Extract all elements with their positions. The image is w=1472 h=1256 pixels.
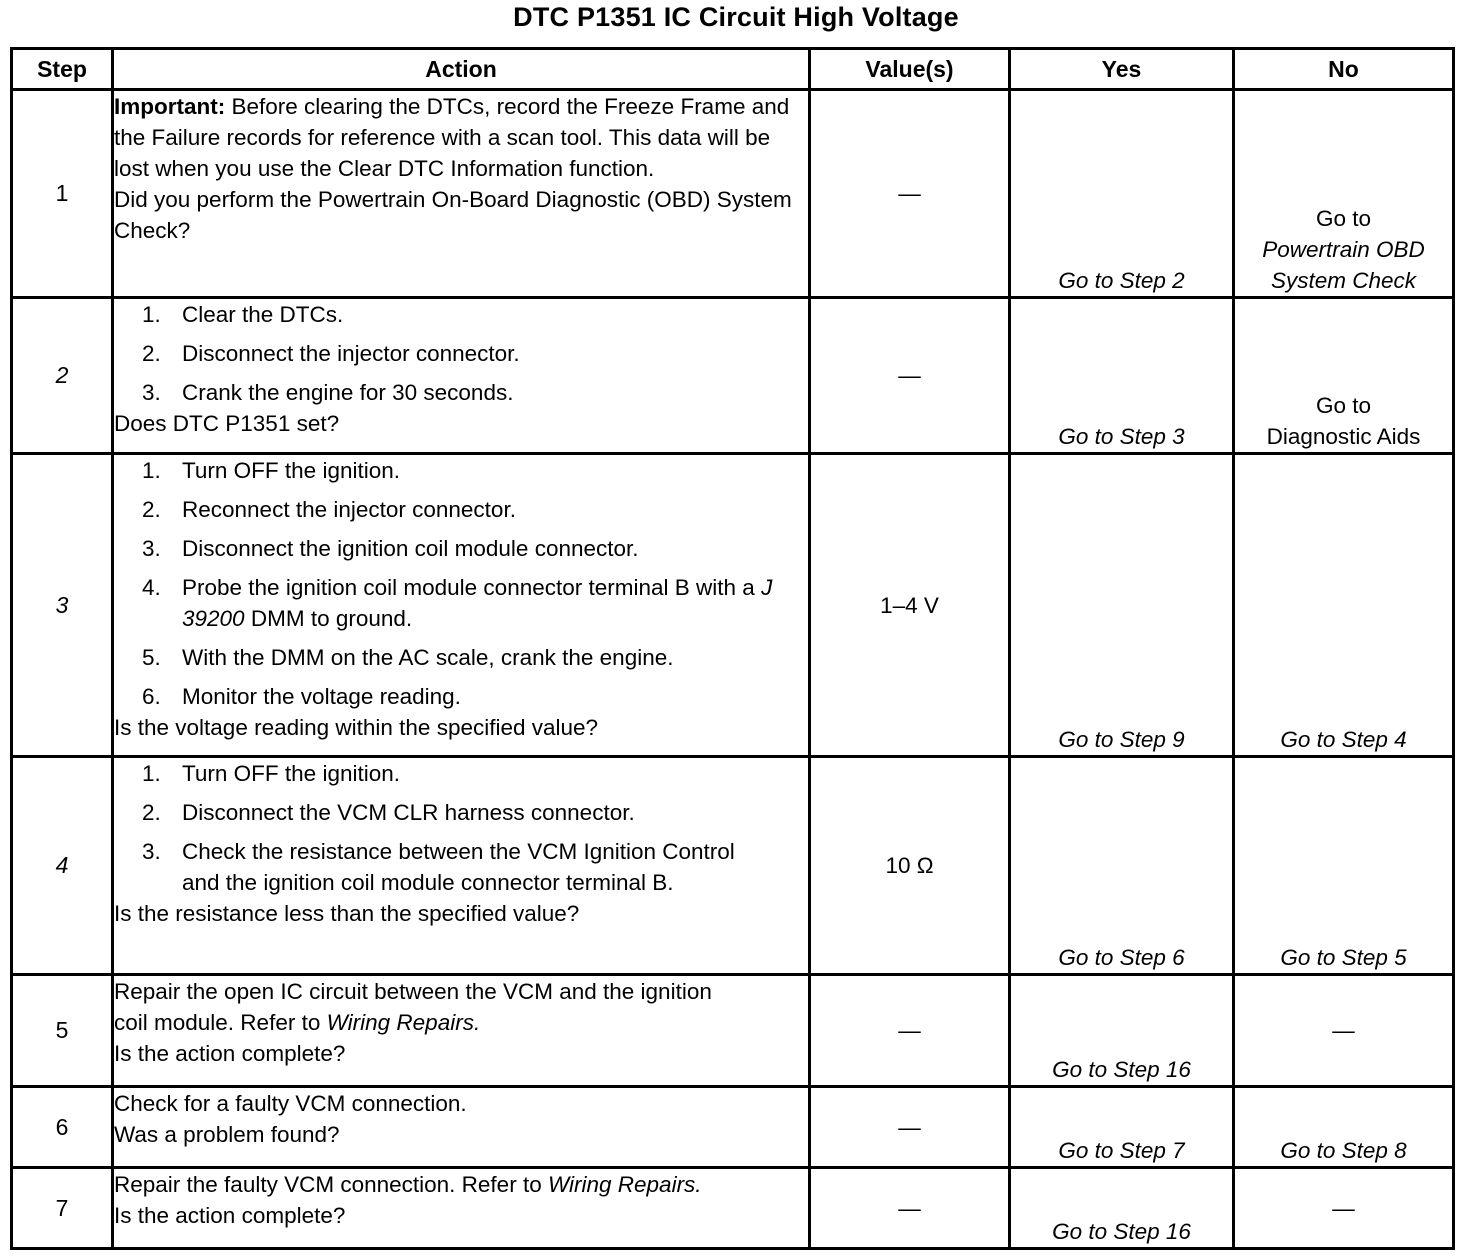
- table-row: [12, 975, 1454, 1087]
- yes-link[interactable]: Go to Step 9: [1058, 727, 1185, 752]
- list-item: 1. Turn OFF the ignition.: [142, 761, 401, 786]
- step-number: 5: [12, 975, 113, 1087]
- table-row: [12, 1087, 1454, 1168]
- yes-cell[interactable]: [1010, 90, 1234, 298]
- action-text: Repair the faulty VCM connection. Refer to Wiring Repairs.: [114, 1172, 702, 1197]
- action-question: Is the action complete?: [114, 1041, 346, 1066]
- action-question: Was a problem found?: [114, 1122, 340, 1147]
- yes-link[interactable]: Go to Step 16: [1052, 1057, 1191, 1082]
- list-item: 4. Probe the ignition coil module connector terminal B with a J 39200 DMM to ground.: [142, 575, 773, 631]
- value-cell: —: [810, 1168, 1010, 1249]
- tool-reference: J 39200: [182, 575, 773, 631]
- action-cell: [113, 1087, 810, 1168]
- value-cell: —: [810, 298, 1010, 454]
- header-yes: Yes: [1010, 49, 1234, 90]
- step-number: 3: [12, 454, 113, 757]
- value-cell: —: [810, 1087, 1010, 1168]
- step-number: 1: [12, 90, 113, 298]
- yes-link[interactable]: Go to Step 7: [1058, 1138, 1185, 1163]
- yes-cell[interactable]: [1010, 1087, 1234, 1168]
- yes-cell[interactable]: [1010, 1168, 1234, 1249]
- no-prefix: Go to: [1315, 393, 1372, 418]
- yes-cell[interactable]: [1010, 454, 1234, 757]
- diagnostic-table: [10, 47, 1455, 1250]
- no-cell: —: [1234, 1168, 1454, 1249]
- table-row: [12, 757, 1454, 975]
- table-row: [12, 298, 1454, 454]
- action-cell: [113, 454, 810, 757]
- wiring-repairs-link[interactable]: Wiring Repairs.: [326, 1010, 481, 1035]
- list-item: 2. Reconnect the injector connector.: [142, 497, 516, 522]
- list-item: 1. Clear the DTCs.: [142, 302, 344, 327]
- list-item: 2. Disconnect the injector connector.: [142, 341, 520, 366]
- yes-link[interactable]: Go to Step 16: [1052, 1219, 1191, 1244]
- yes-cell[interactable]: [1010, 298, 1234, 454]
- header-step: Step: [12, 49, 113, 90]
- header-no: No: [1234, 49, 1454, 90]
- header-action: Action: [113, 49, 810, 90]
- list-item: 3. Check the resistance between the VCM Ignition Control and the ignition coil module connector terminal B.: [142, 839, 735, 895]
- table-header-row: [12, 49, 1454, 90]
- action-cell: [113, 298, 810, 454]
- no-cell[interactable]: [1234, 298, 1454, 454]
- action-cell: [113, 757, 810, 975]
- action-question: Is the action complete?: [114, 1203, 346, 1228]
- action-question: Is the resistance less than the specified value?: [114, 901, 580, 926]
- list-item: 3. Disconnect the ignition coil module connector.: [142, 536, 639, 561]
- value-cell: 1–4 V: [810, 454, 1010, 757]
- step-number: 2: [12, 298, 113, 454]
- step-number: 6: [12, 1087, 113, 1168]
- value-cell: —: [810, 90, 1010, 298]
- no-cell[interactable]: [1234, 454, 1454, 757]
- no-link[interactable]: Diagnostic Aids: [1266, 424, 1421, 449]
- action-question: Does DTC P1351 set?: [114, 411, 340, 436]
- table-row: [12, 454, 1454, 757]
- action-question: Did you perform the Powertrain On-Board Diagnostic (OBD) System Check?: [114, 187, 792, 243]
- action-cell: [113, 975, 810, 1087]
- step-number: 4: [12, 757, 113, 975]
- action-list: [114, 299, 808, 408]
- action-cell: [113, 1168, 810, 1249]
- table-row: [12, 90, 1454, 298]
- yes-link[interactable]: Go to Step 3: [1058, 424, 1185, 449]
- list-item: 6. Monitor the voltage reading.: [142, 684, 461, 709]
- no-link[interactable]: Go to Step 5: [1280, 945, 1407, 970]
- no-prefix: Go to: [1315, 206, 1372, 231]
- important-label: Important:: [114, 94, 226, 119]
- no-link[interactable]: Powertrain OBD System Check: [1262, 237, 1425, 293]
- action-list: [114, 455, 808, 712]
- action-text: Repair the open IC circuit between the VCM and the ignition coil module. Refer to Wiring Repairs.: [114, 979, 712, 1035]
- action-text: Check for a faulty VCM connection.: [114, 1091, 467, 1116]
- value-cell: —: [810, 975, 1010, 1087]
- important-text: Before clearing the DTCs, record the Freeze Frame and the Failure records for reference with a scan tool. This data will be lost when you use the Clear DTC Information function.: [114, 94, 790, 181]
- header-values: Value(s): [810, 49, 1010, 90]
- value-cell: 10 Ω: [810, 757, 1010, 975]
- table-row: [12, 1168, 1454, 1249]
- no-cell[interactable]: [1234, 757, 1454, 975]
- step-number: 7: [12, 1168, 113, 1249]
- important-note: [114, 91, 808, 184]
- yes-link[interactable]: Go to Step 2: [1058, 268, 1185, 293]
- yes-link[interactable]: Go to Step 6: [1058, 945, 1185, 970]
- no-cell[interactable]: [1234, 90, 1454, 298]
- wiring-repairs-link[interactable]: Wiring Repairs.: [547, 1172, 702, 1197]
- no-link[interactable]: Go to Step 4: [1280, 727, 1407, 752]
- action-list: [114, 758, 808, 898]
- action-question: Is the voltage reading within the specified value?: [114, 715, 599, 740]
- list-item: 5. With the DMM on the AC scale, crank the engine.: [142, 645, 674, 670]
- no-cell: —: [1234, 975, 1454, 1087]
- list-item: 3. Crank the engine for 30 seconds.: [142, 380, 514, 405]
- list-item: 1. Turn OFF the ignition.: [142, 458, 401, 483]
- no-link[interactable]: Go to Step 8: [1280, 1138, 1407, 1163]
- list-item: 2. Disconnect the VCM CLR harness connector.: [142, 800, 635, 825]
- yes-cell[interactable]: [1010, 757, 1234, 975]
- yes-cell[interactable]: [1010, 975, 1234, 1087]
- page-title: DTC P1351 IC Circuit High Voltage: [513, 2, 959, 32]
- action-cell: [113, 90, 810, 298]
- no-cell[interactable]: [1234, 1087, 1454, 1168]
